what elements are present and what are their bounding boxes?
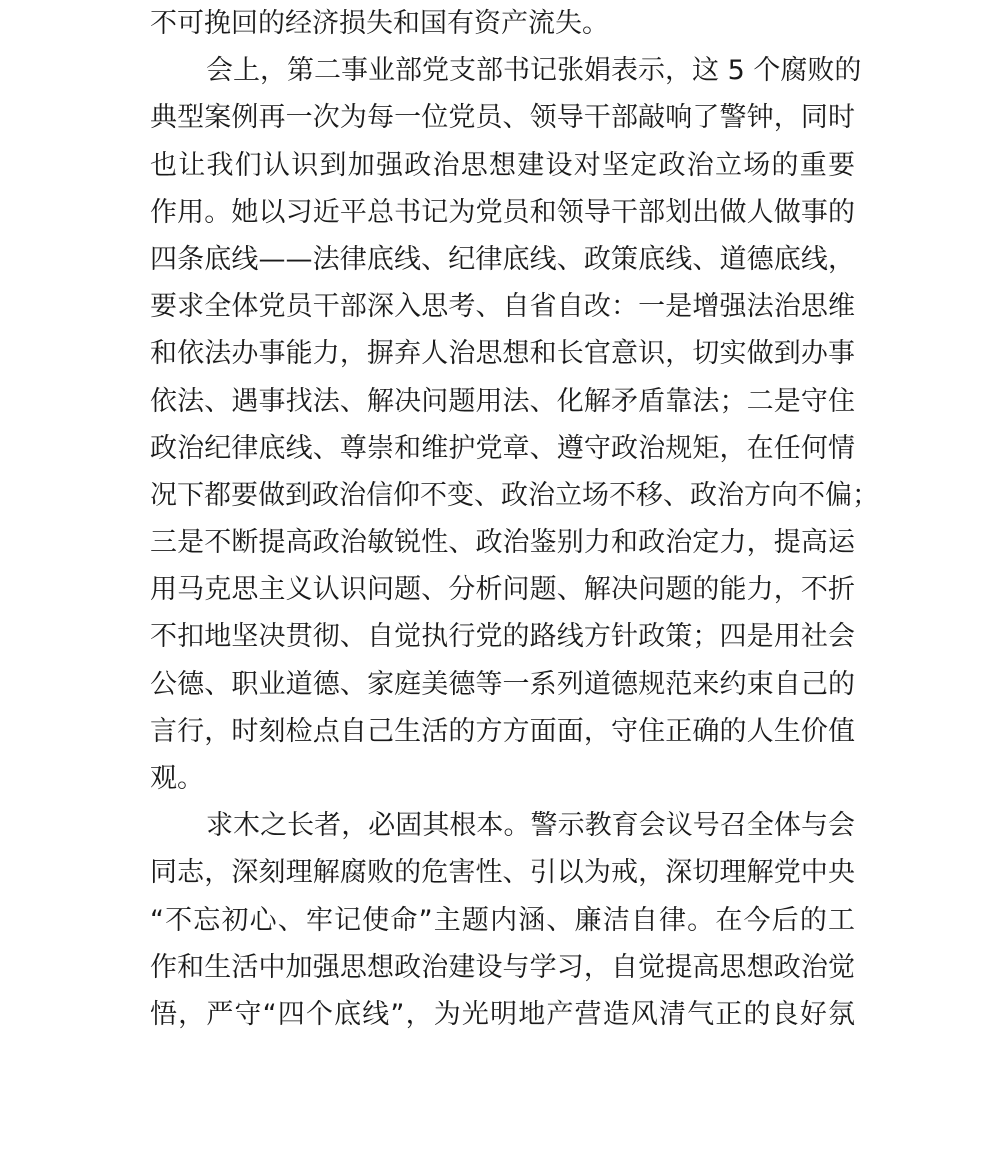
text-line: 依法、遇事找法、解决问题用法、化解矛盾靠法；二是守住	[150, 385, 855, 417]
text-line: 四条底线——法律底线、纪律底线、政策底线、道德底线，	[150, 243, 855, 275]
text-line: 会上，第二事业部党支部书记张娟表示，这 5 个腐败的	[206, 55, 862, 87]
text-line: 用马克思主义认识问题、分析问题、解决问题的能力，不折	[150, 574, 855, 606]
text-line: 不可挽回的经济损失和国有资产流失。	[150, 8, 609, 39]
text-line: 言行，时刻检点自己生活的方方面面，守住正确的人生价值	[150, 715, 855, 747]
text-line: 典型案例再一次为每一位党员、领导干部敲响了警钟，同时	[150, 102, 855, 134]
document-body	[150, 0, 879, 1038]
text-line: 况下都要做到政治信仰不变、政治立场不移、政治方向不偏；	[150, 479, 879, 511]
text-line: 也让我们认识到加强政治思想建设对坚定政治立场的重要	[150, 149, 855, 181]
text-line: 作和生活中加强思想政治建设与学习，自觉提高思想政治觉	[150, 951, 855, 983]
text-line: 和依法办事能力，摒弃人治思想和长官意识，切实做到办事	[150, 338, 855, 370]
text-line: 政治纪律底线、尊崇和维护党章、遵守政治规矩，在任何情	[150, 432, 855, 464]
text-line: “不忘初心、牢记使命”主题内涵、廉洁自律。在今后的工	[150, 904, 855, 936]
text-line: 悟，严守“四个底线”，为光明地产营造风清气正的良好氛	[150, 998, 855, 1030]
text-line: 不扣地坚决贯彻、自觉执行党的路线方针政策；四是用社会	[150, 621, 855, 653]
text-line: 作用。她以习近平总书记为党员和领导干部划出做人做事的	[150, 196, 855, 228]
text-line: 三是不断提高政治敏锐性、政治鉴别力和政治定力，提高运	[150, 527, 855, 559]
text-line: 观。	[150, 763, 204, 794]
text-line: 要求全体党员干部深入思考、自省自改：一是增强法治思维	[150, 291, 855, 323]
text-line: 公德、职业道德、家庭美德等一系列道德规范来约束自己的	[150, 668, 855, 700]
text-line: 同志，深刻理解腐败的危害性、引以为戒，深切理解党中央	[150, 857, 855, 889]
text-line: 求木之长者，必固其根本。警示教育会议号召全体与会	[206, 810, 855, 842]
